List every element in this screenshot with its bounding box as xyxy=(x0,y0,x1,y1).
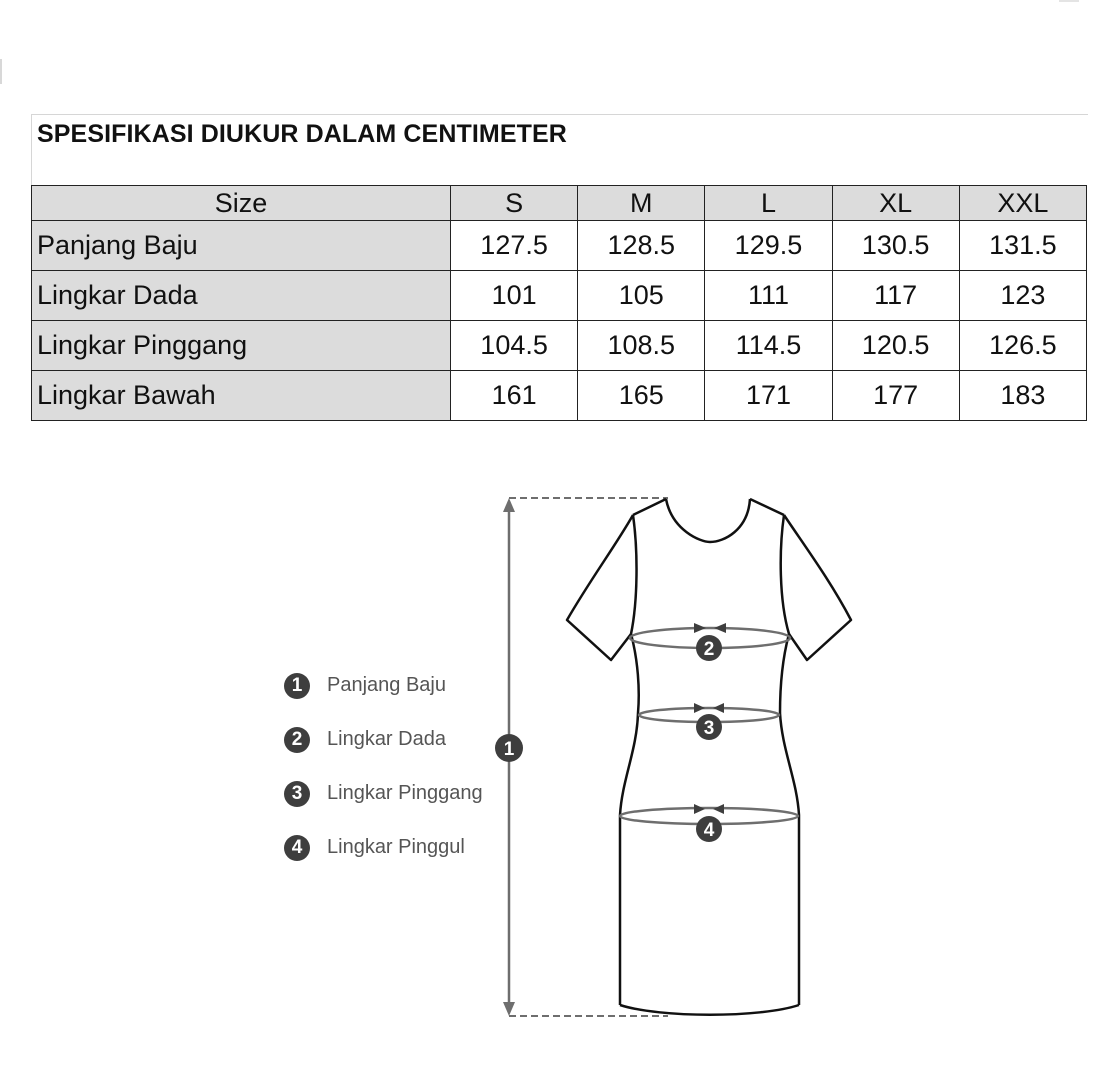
cell: 127.5 xyxy=(451,221,578,271)
dress-outline-icon xyxy=(567,499,851,1015)
cell: 131.5 xyxy=(959,221,1086,271)
legend-label: Lingkar Dada xyxy=(327,728,446,750)
table-row xyxy=(32,271,1087,321)
spec-panel xyxy=(31,114,1088,421)
header-m: M xyxy=(578,186,705,221)
dress-diagram xyxy=(0,440,1118,1080)
header-xxl: XXL xyxy=(959,186,1086,221)
svg-text:1: 1 xyxy=(503,739,515,760)
spec-title: SPESIFIKASI DIUKUR DALAM CENTIMETER xyxy=(37,120,567,148)
row-label: Lingkar Dada xyxy=(32,271,451,321)
cell: 117 xyxy=(832,271,959,321)
cell: 120.5 xyxy=(832,321,959,371)
number-2-icon: 2 xyxy=(284,727,310,753)
cell: 161 xyxy=(451,371,578,421)
number-4-icon: 4 xyxy=(284,835,310,861)
table-row xyxy=(32,321,1087,371)
legend-item xyxy=(284,726,483,753)
row-label: Lingkar Bawah xyxy=(32,371,451,421)
table-row xyxy=(32,371,1087,421)
legend-label: Lingkar Pinggang xyxy=(327,782,483,804)
cell: 165 xyxy=(578,371,705,421)
header-l: L xyxy=(705,186,832,221)
cell: 101 xyxy=(451,271,578,321)
measurement-legend xyxy=(284,672,483,888)
cell: 128.5 xyxy=(578,221,705,271)
edge-mark xyxy=(0,59,2,84)
length-measure xyxy=(503,498,668,1016)
marker-4-icon xyxy=(694,804,724,842)
legend-item xyxy=(284,834,483,861)
cell: 104.5 xyxy=(451,321,578,371)
legend-label: Panjang Baju xyxy=(327,674,446,696)
cell: 130.5 xyxy=(832,221,959,271)
cell: 105 xyxy=(578,271,705,321)
row-label: Lingkar Pinggang xyxy=(32,321,451,371)
svg-text:2: 2 xyxy=(703,639,715,660)
cell: 108.5 xyxy=(578,321,705,371)
cell: 126.5 xyxy=(959,321,1086,371)
legend-item xyxy=(284,780,483,807)
number-1-icon: 1 xyxy=(284,673,310,699)
size-table xyxy=(31,185,1087,421)
legend-label: Lingkar Pinggul xyxy=(327,836,465,858)
header-size: Size xyxy=(32,186,451,221)
cell: 177 xyxy=(832,371,959,421)
cell: 183 xyxy=(959,371,1086,421)
header-xl: XL xyxy=(832,186,959,221)
number-3-icon: 3 xyxy=(284,781,310,807)
svg-text:4: 4 xyxy=(703,820,715,841)
legend-item xyxy=(284,672,483,699)
table-header-row xyxy=(32,186,1087,221)
cell: 111 xyxy=(705,271,832,321)
row-label: Panjang Baju xyxy=(32,221,451,271)
marker-1-icon xyxy=(495,734,523,762)
cell: 123 xyxy=(959,271,1086,321)
cell: 129.5 xyxy=(705,221,832,271)
table-row xyxy=(32,221,1087,271)
svg-text:3: 3 xyxy=(703,718,715,739)
cell: 171 xyxy=(705,371,832,421)
header-s: S xyxy=(451,186,578,221)
cell: 114.5 xyxy=(705,321,832,371)
edge-mark xyxy=(1059,0,1079,2)
